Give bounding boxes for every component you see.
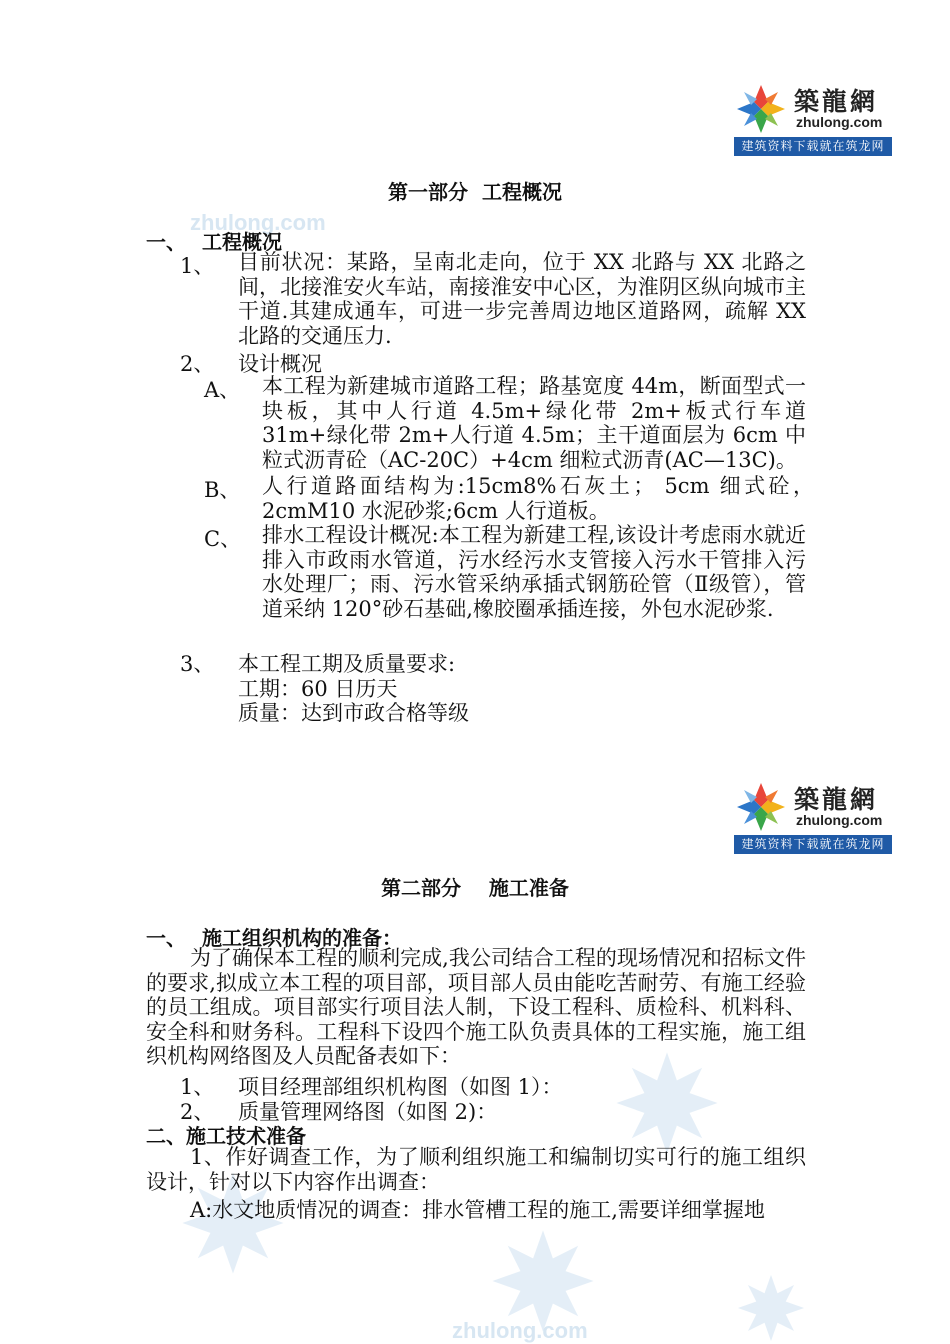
section-number: 一、	[146, 230, 186, 254]
item-text: 目前状况：某路，呈南北走向，位于 XX 北路与 XX 北路之间，北接淮安火车站，南接淮安中心区，为淮阴区纵向城市主干道.其建成通车，可进一步完善周边地区道路网，疏解 XX 北路的交通压力.	[238, 250, 806, 348]
figure-number: 2、	[180, 1100, 215, 1124]
figure-number: 1、	[180, 1075, 215, 1099]
watermark-text: zhulong.com	[452, 1318, 588, 1343]
part2-title: 第二部分 施工准备	[381, 876, 569, 900]
item-text: 设计概况	[238, 352, 322, 376]
part1-title: 第一部分 工程概况	[388, 180, 562, 204]
zhulong-logo-icon	[736, 84, 786, 134]
logo-name: 築龍網	[794, 785, 879, 814]
quality-text: 质量：达到市政合格等级	[238, 701, 469, 725]
item-number: 3、	[180, 652, 215, 676]
section-number: 一、	[146, 926, 186, 950]
item-text: 本工程工期及质量要求:	[238, 652, 456, 676]
section-heading: 工程概况	[202, 230, 282, 254]
subitem-text: 排水工程设计概况:本工程为新建工程,该设计考虑雨水就近排入市政雨水管道，污水经污水支管接入污水干管排入污水处理厂；雨、污水管采纳承插式钢筋砼管（Ⅱ级管），管道采纳 120°砂石基础,橡胶圈承插连接，外包水泥砂浆.	[262, 523, 806, 621]
subitem-text: 本工程为新建城市道路工程；路基宽度 44m，断面型式一块板，其中人行道 4.5m+绿化带 2m+板式行车道 31m+绿化带 2m+人行道 4.5m；主干道面层为 6cm 中粒式沥青砼（AC-20C）+4cm 细粒式沥青(AC—13C)。	[262, 374, 806, 472]
subitem-number: B、	[204, 478, 241, 502]
watermark-flake-icon	[735, 1272, 807, 1344]
item-number: 1、	[180, 254, 215, 278]
subitem-number: A、	[204, 378, 241, 402]
watermark-text: zhulong.com	[190, 210, 326, 235]
section-heading: 施工组织机构的准备：	[202, 926, 402, 950]
figure-text: 质量管理网络图（如图 2)：	[238, 1100, 498, 1124]
zhulong-logo	[734, 778, 892, 854]
section-heading: 二、施工技术准备	[146, 1124, 306, 1148]
section-paragraph: A:水文地质情况的调查：排水管槽工程的施工,需要详细掌握地	[190, 1198, 765, 1222]
logo-slogan: 建筑资料下载就在筑龙网	[734, 835, 892, 854]
duration-text: 工期：60 日历天	[238, 677, 398, 701]
subitem-text: 人行道路面结构为:15cm8%石灰土； 5cm 细式砼，2cmM10 水泥砂浆;6cm 人行道板。	[262, 474, 814, 523]
section-paragraph: 为了确保本工程的顺利完成,我公司结合工程的现场情况和招标文件的要求,拟成立本工程的项目部，项目部人员由能吃苦耐劳、有施工经验的员工组成。项目部实行项目法人制，下设工程科、质检科、机料科、安全科和财务科。工程科下设四个施工队负责具体的工程实施，施工组织机构网络图及人员配备表如下：	[146, 946, 806, 1068]
zhulong-logo-icon	[736, 782, 786, 832]
section-paragraph: 1、作好调查工作，为了顺利组织施工和编制切实可行的施工组织设计，针对以下内容作出调查：	[146, 1145, 806, 1194]
watermark-flake-icon	[488, 1226, 598, 1336]
logo-domain: zhulong.com	[796, 114, 883, 130]
logo-domain: zhulong.com	[796, 812, 883, 828]
logo-name: 築龍網	[794, 87, 879, 116]
item-number: 2、	[180, 352, 215, 376]
logo-slogan: 建筑资料下载就在筑龙网	[734, 137, 892, 156]
zhulong-logo	[734, 80, 892, 156]
figure-text: 项目经理部组织机构图（如图 1）：	[238, 1075, 563, 1099]
subitem-number: C、	[204, 527, 242, 551]
